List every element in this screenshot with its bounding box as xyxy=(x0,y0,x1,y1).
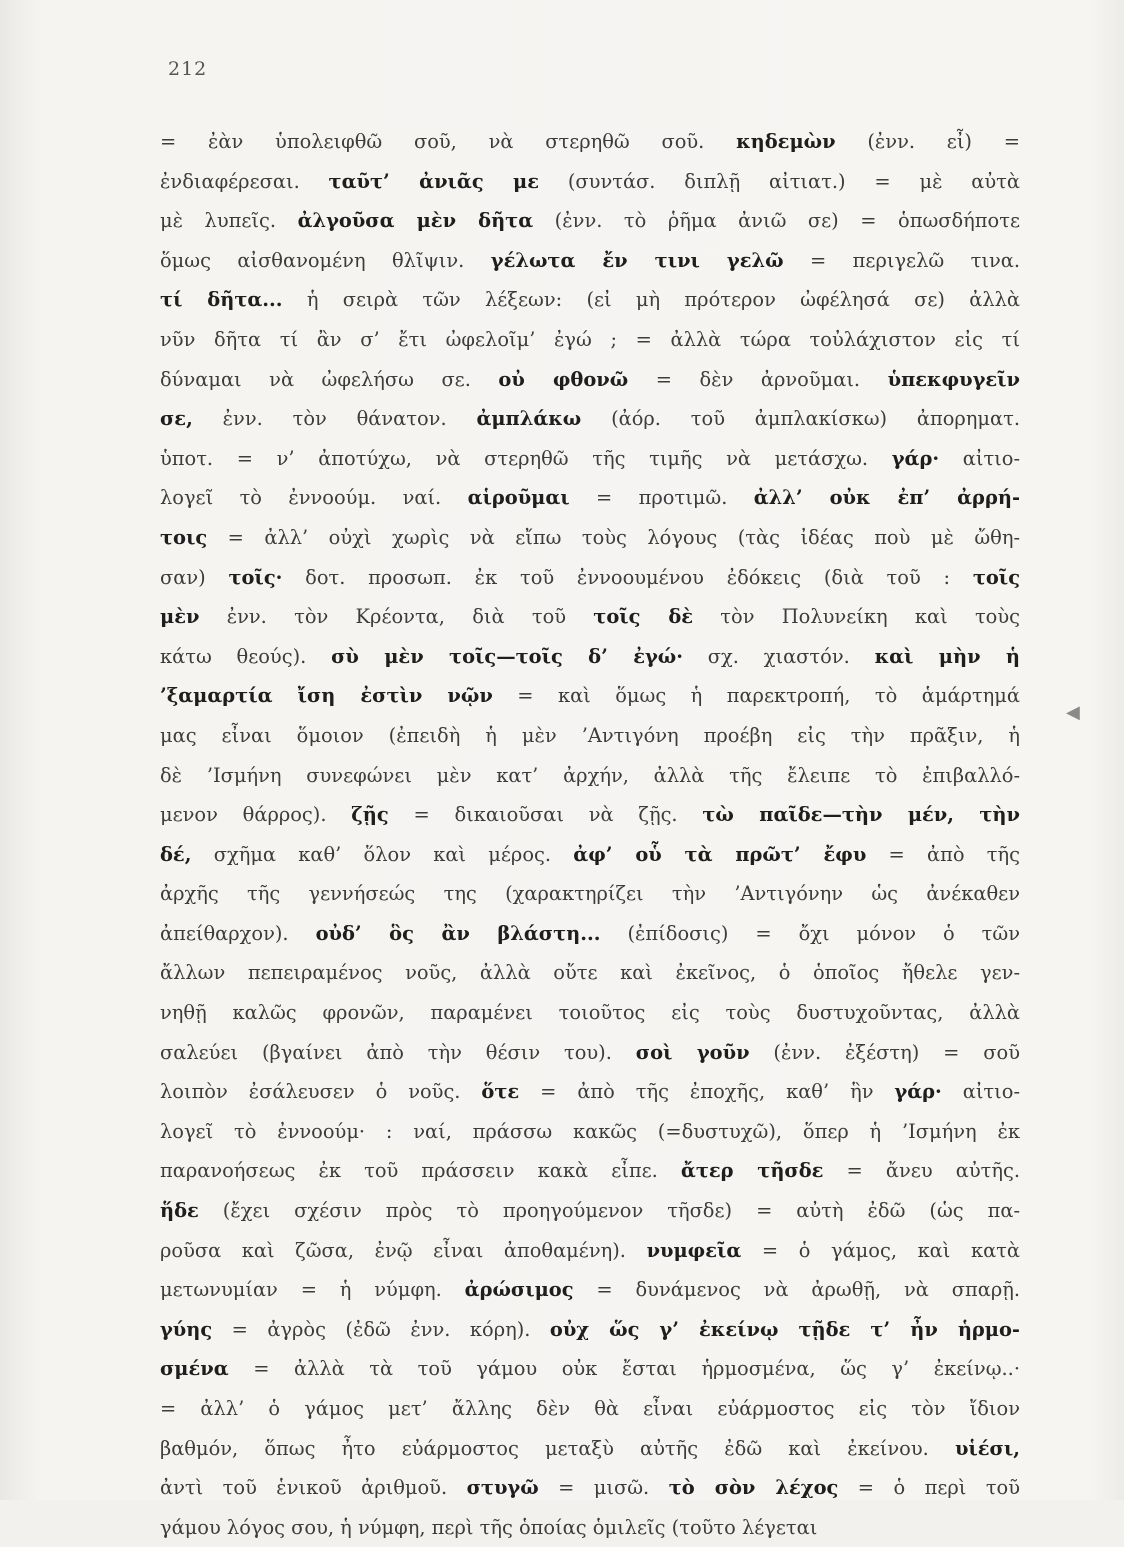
gloss-text: ἐνν. τὸν θάνατον. xyxy=(192,407,477,431)
gloss-text: (ἐνν. ἐξέστη) = σοῦ xyxy=(749,1040,1020,1064)
bold-lemma: γέλωτα ἔν τινι γελῶ xyxy=(490,248,784,272)
text-line xyxy=(160,122,1020,162)
text-line xyxy=(160,1072,1020,1112)
bold-lemma: τοις xyxy=(160,525,208,549)
text-line xyxy=(160,280,1020,320)
bold-lemma: μὲν xyxy=(160,605,200,629)
gloss-text: σχῆμα καθ’ ὅλον καὶ μέρος. xyxy=(191,842,574,866)
bold-lemma: υἱέσι, xyxy=(954,1436,1020,1460)
bold-lemma: ἀλγοῦσα μὲν δῆτα xyxy=(297,209,534,233)
page-number: 212 xyxy=(168,58,208,80)
gloss-text: αἰτιο- xyxy=(941,1080,1020,1104)
bold-lemma: ἀμπλάκω xyxy=(476,407,582,431)
text-line xyxy=(160,795,1020,835)
bold-lemma: ὑπεκφυγεῖν xyxy=(887,367,1020,391)
bold-lemma: γάρ· xyxy=(894,1080,942,1104)
gloss-text: ροῦσα καὶ ζῶσα, ἐνῷ εἶναι ἀποθαμένη). xyxy=(160,1238,647,1262)
gloss-text: γάμου λόγος σου, ἡ νύμφη, περὶ τῆς ὁποίας ὁμιλεῖς (τοῦτο λέγεται xyxy=(160,1515,818,1539)
bold-lemma: τοῖς xyxy=(972,565,1020,589)
gloss-text: δὲ ’Ισμήνη συνεφώνει μὲν κατ’ ἀρχήν, ἀλλὰ τῆς ἔλειπε τὸ ἐπιβαλλό- xyxy=(160,763,1020,787)
bold-lemma: οὐχ ὥς γ’ ἐκείνῳ τῇδε τ’ ἦν ἡρμο- xyxy=(549,1317,1020,1341)
bold-lemma: τί δῆτα... xyxy=(160,288,283,312)
gloss-text: = ἄνευ αὐτῆς. xyxy=(823,1159,1020,1183)
bold-lemma: ἥδε xyxy=(160,1199,199,1223)
commentary-text xyxy=(160,122,1020,1547)
text-line xyxy=(160,874,1020,914)
text-line xyxy=(160,320,1020,360)
gloss-text: (ἐπίδοσις) = ὄχι μόνον ὁ τῶν xyxy=(600,921,1020,945)
text-line xyxy=(160,676,1020,716)
text-line xyxy=(160,1389,1020,1429)
text-line xyxy=(160,439,1020,479)
bold-lemma: ἀλλ’ οὐκ ἐπ’ ἀρρή- xyxy=(753,486,1020,510)
text-line xyxy=(160,201,1020,241)
gloss-text: λοιπὸν ἐσάλευσεν ὁ νοῦς. xyxy=(160,1080,482,1104)
gloss-text: = ἀγρὸς (ἐδῶ ἐνν. κόρη). xyxy=(212,1317,550,1341)
text-line xyxy=(160,360,1020,400)
bold-lemma: ταῦτ’ ἀνιᾶς με xyxy=(328,169,540,193)
bold-lemma: σοὶ γοῦν xyxy=(635,1040,750,1064)
gloss-text: = ἀλλ’ οὐχὶ χωρὶς νὰ εἴπω τοὺς λόγους (τὰς ἰδέας ποὺ μὲ ὤθη- xyxy=(207,525,1020,549)
gloss-text: τὸν Πολυνείκη καὶ τοὺς xyxy=(693,605,1020,629)
gloss-text: ἀπείθαρχον). xyxy=(160,921,316,945)
gloss-text: = ἀπὸ τῆς xyxy=(866,842,1020,866)
gloss-text: ἡ σειρὰ τῶν λέξεων: (εἰ μὴ πρότερον ὠφέλησά σε) ἀλλὰ xyxy=(282,288,1020,312)
text-line xyxy=(160,399,1020,439)
gloss-text: ὅμως αἰσθανομένη θλῖψιν. xyxy=(160,248,491,272)
text-line xyxy=(160,1270,1020,1310)
text-line xyxy=(160,1191,1020,1231)
gloss-text: (ἀόρ. τοῦ ἀμπλακίσκω) ἀπορηματ. xyxy=(581,407,1020,431)
gloss-text: = μισῶ. xyxy=(538,1476,669,1500)
bold-lemma: σμένα xyxy=(160,1357,229,1381)
text-line xyxy=(160,1231,1020,1271)
text-line xyxy=(160,478,1020,518)
text-line xyxy=(160,597,1020,637)
gloss-text: ἀρχῆς τῆς γεννήσεώς της (χαρακτηρίζει τὴν ’Αντιγόνην ὡς ἀνέκαθεν xyxy=(160,882,1020,906)
gloss-text: μὲ λυπεῖς. xyxy=(160,209,298,233)
text-line xyxy=(160,241,1020,281)
bold-lemma: οὐ φθονῶ xyxy=(498,367,629,391)
gloss-text: λογεῖ τὸ ἐννοούμ. ναί. xyxy=(160,486,468,510)
bold-lemma: ἄτερ τῆσδε xyxy=(680,1159,824,1183)
text-line xyxy=(160,716,1020,756)
gloss-text: νηθῇ καλῶς φρονῶν, παραμένει τοιοῦτος εἰς τοὺς δυστυχοῦντας, ἀλλὰ xyxy=(160,1001,1020,1025)
bold-lemma: ζῇς xyxy=(351,803,389,827)
bold-lemma: σὺ μὲν τοῖς—τοῖς δ’ ἐγώ· xyxy=(331,644,684,668)
gloss-text: = ἐὰν ὑπολειφθῶ σοῦ, νὰ στερηθῶ σοῦ. xyxy=(160,130,737,153)
text-line xyxy=(160,993,1020,1033)
bold-lemma: τοῖς δὲ xyxy=(593,605,694,629)
gloss-text: παρανοήσεως ἐκ τοῦ πράσσειν κακὰ εἶπε. xyxy=(160,1159,681,1183)
text-line xyxy=(160,637,1020,677)
text-line xyxy=(160,953,1020,993)
text-line xyxy=(160,835,1020,875)
bold-lemma: ὅτε xyxy=(481,1080,520,1104)
bold-lemma: τὸ σὸν λέχος xyxy=(668,1476,839,1500)
gloss-text: = προτιμῶ. xyxy=(569,486,754,510)
gloss-text: = περιγελῶ τινα. xyxy=(783,248,1020,272)
gloss-text: = ὁ γάμος, καὶ κατὰ xyxy=(741,1238,1020,1262)
text-line xyxy=(160,1151,1020,1191)
gloss-text: = ὁ περὶ τοῦ xyxy=(838,1476,1020,1500)
gloss-text: (ἔχει σχέσιν πρὸς τὸ προηγούμενον τῆσδε) = αὐτὴ ἐδῶ (ὡς πα- xyxy=(198,1199,1020,1223)
bold-lemma: ’ξαμαρτία ἴση ἐστὶν νῷν xyxy=(160,684,493,708)
text-line xyxy=(160,518,1020,558)
gloss-text: μας εἶναι ὅμοιον (ἐπειδὴ ἡ μὲν ’Αντιγόνη προέβη εἰς τὴν πρᾶξιν, ἡ xyxy=(160,723,1020,747)
gloss-text: (ἐνν. εἶ) = xyxy=(835,130,1020,153)
gloss-text: = ἀλλ’ ὁ γάμος μετ’ ἄλλης δὲν θὰ εἶναι εὐάρμοστος εἰς τὸν ἴδιον xyxy=(160,1397,1020,1420)
text-line xyxy=(160,1429,1020,1469)
gloss-text: μετωνυμίαν = ἡ νύμφη. xyxy=(160,1278,465,1302)
bold-lemma: δέ, xyxy=(160,842,192,866)
bold-lemma: οὐδ’ ὃς ἂν βλάστη... xyxy=(315,921,601,945)
gloss-text: ἀντὶ τοῦ ἑνικοῦ ἀριθμοῦ. xyxy=(160,1476,467,1500)
bold-lemma: τὼ παῖδε—τὴν μέν, τὴν xyxy=(702,803,1020,827)
text-line xyxy=(160,914,1020,954)
gloss-text: δοτ. προσωπ. ἐκ τοῦ ἐννοουμένου ἐδόκεις (διὰ τοῦ : xyxy=(282,565,973,589)
gloss-text: = δὲν ἀρνοῦμαι. xyxy=(628,367,888,391)
gloss-text: (ἐνν. τὸ ῥῆμα ἀνιῶ σε) = ὁπωσδήποτε xyxy=(533,209,1020,233)
bold-lemma: κηδεμὼν xyxy=(736,130,836,153)
bold-lemma: καὶ μὴν ἡ xyxy=(874,644,1020,668)
gloss-text: μενον θάρρος). xyxy=(160,803,352,827)
text-line xyxy=(160,1310,1020,1350)
gloss-text: ἐνν. τὸν Κρέοντα, διὰ τοῦ xyxy=(199,605,594,629)
gloss-text: σαν) xyxy=(160,565,229,589)
bold-lemma: νυμφεῖα xyxy=(646,1238,742,1262)
gloss-text: ἄλλων πεπειραμένος νοῦς, ἀλλὰ οὔτε καὶ ἐκεῖνος, ὁ ὁποῖος ἤθελε γεν- xyxy=(160,961,1020,985)
gloss-text: σχ. χιαστόν. xyxy=(683,644,875,668)
margin-arrow-icon: ◀ xyxy=(1066,702,1080,723)
bold-lemma: ἀρώσιμος xyxy=(464,1278,574,1302)
text-line xyxy=(160,1349,1020,1389)
gloss-text: κάτω θεούς). xyxy=(160,644,332,668)
text-line xyxy=(160,1468,1020,1508)
gloss-text: αἰτιο- xyxy=(939,446,1020,470)
bold-lemma: γύης xyxy=(160,1317,213,1341)
gloss-text: λογεῖ τὸ ἐννοούμ· : ναί, πράσσω κακῶς (=δυστυχῶ), ὅπερ ἡ ’Ισμήνη ἐκ xyxy=(160,1119,1020,1143)
bold-lemma: τοῖς· xyxy=(228,565,283,589)
text-line xyxy=(160,1112,1020,1152)
text-line xyxy=(160,756,1020,796)
text-line xyxy=(160,558,1020,598)
gloss-text: σαλεύει (βγαίνει ἀπὸ τὴν θέσιν του). xyxy=(160,1040,636,1064)
text-line xyxy=(160,1508,1020,1547)
gloss-text: = καὶ ὅμως ἡ παρεκτροπή, τὸ ἁμάρτημά xyxy=(492,684,1020,708)
bold-lemma: ἀφ’ οὗ τὰ πρῶτ’ ἔφυ xyxy=(573,842,867,866)
gloss-text: ἐνδιαφέρεσαι. xyxy=(160,169,329,193)
bold-lemma: αἱροῦμαι xyxy=(467,486,570,510)
gloss-text: = δυνάμενος νὰ ἀρωθῇ, νὰ σπαρῇ. xyxy=(573,1278,1020,1302)
gloss-text: (συντάσ. διπλῇ αἰτιατ.) = μὲ αὐτὰ xyxy=(539,169,1020,193)
gloss-text: βαθμόν, ὅπως ἦτο εὐάρμοστος μεταξὺ αὐτῆς ἐδῶ καὶ ἐκείνου. xyxy=(160,1436,955,1460)
bold-lemma: στυγῶ xyxy=(466,1476,539,1500)
bold-lemma: γάρ· xyxy=(891,446,940,470)
text-line xyxy=(160,1033,1020,1073)
gloss-text: ὑποτ. = ν’ ἀποτύχω, νὰ στερηθῶ τῆς τιμῆς νὰ μετάσχω. xyxy=(160,446,892,470)
text-line xyxy=(160,162,1020,202)
gloss-text: = δικαιοῦσαι νὰ ζῇς. xyxy=(388,803,703,827)
gloss-text: = ἀλλὰ τὰ τοῦ γάμου οὐκ ἔσται ἡρμοσμένα, ὥς γ’ ἐκείνῳ..· xyxy=(228,1357,1020,1381)
gloss-text: νῦν δῆτα τί ἂν σ’ ἔτι ὠφελοῖμ’ ἐγώ ; = ἀλλὰ τώρα τοὐλάχιστον εἰς τί xyxy=(160,327,1020,351)
gloss-text: = ἀπὸ τῆς ἐποχῆς, καθ’ ἣν xyxy=(519,1080,895,1104)
gloss-text: δύναμαι νὰ ὠφελήσω σε. xyxy=(160,367,499,391)
bold-lemma: σε, xyxy=(160,407,193,431)
